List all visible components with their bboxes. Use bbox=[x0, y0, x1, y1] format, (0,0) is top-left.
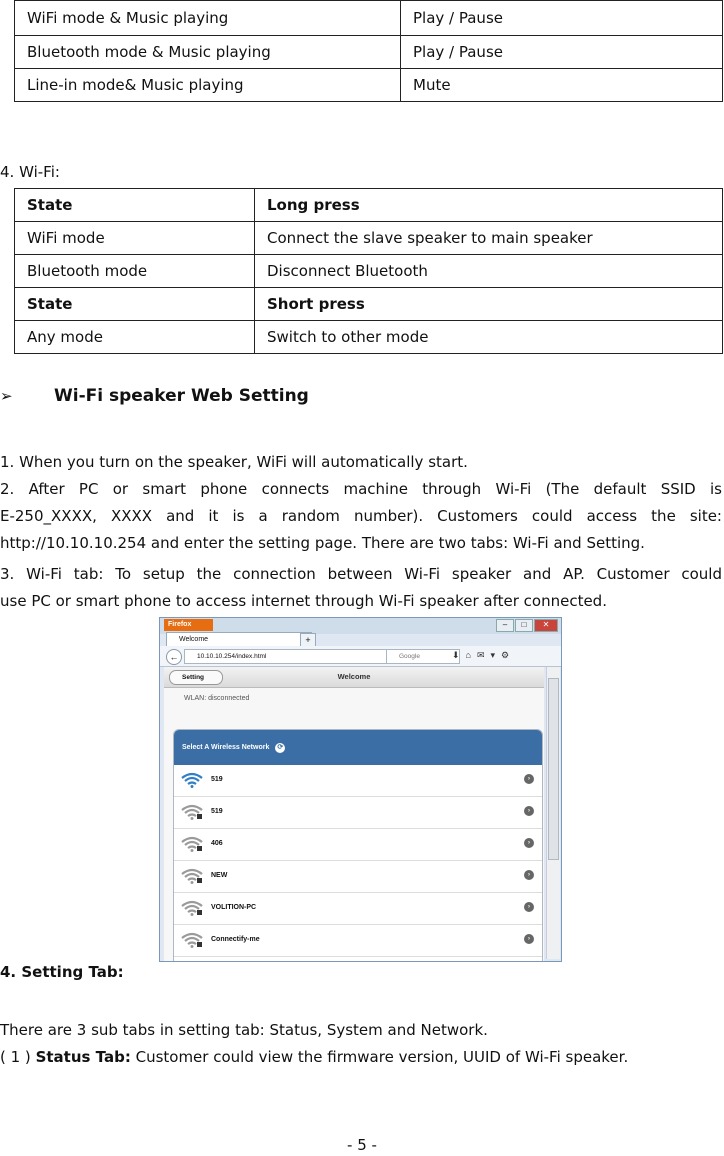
table-header: Short press bbox=[255, 288, 723, 321]
chevron-right-icon[interactable]: › bbox=[524, 838, 534, 848]
web-page bbox=[164, 667, 544, 961]
wifi-signal-icon bbox=[180, 836, 204, 852]
page-title: Welcome bbox=[337, 672, 371, 681]
network-rows bbox=[174, 765, 542, 957]
table-header: State bbox=[15, 189, 255, 222]
paragraph-3-line-2: use PC or smart phone to access internet through Wi-Fi speaker after connected. bbox=[0, 592, 607, 610]
network-name: Connectify-me bbox=[211, 936, 260, 943]
refresh-icon[interactable]: ⟳ bbox=[275, 743, 285, 753]
list-item[interactable] bbox=[174, 925, 542, 957]
chevron-right-icon[interactable]: › bbox=[524, 870, 534, 880]
table-row bbox=[15, 255, 723, 288]
table-cell: Mute bbox=[401, 69, 723, 102]
address-bar[interactable]: 10.10.10.254/index.html bbox=[184, 649, 394, 664]
search-input[interactable]: Google bbox=[386, 649, 460, 664]
table-cell: Line-in mode& Music playing bbox=[15, 69, 401, 102]
paragraph-1: 1. When you turn on the speaker, WiFi will automatically start. bbox=[0, 453, 468, 471]
table-header: State bbox=[15, 288, 255, 321]
toolbar-icons[interactable]: ⬇⌂✉▾⚙ bbox=[452, 650, 516, 660]
network-name: VOLITION-PC bbox=[211, 904, 257, 911]
chevron-right-icon[interactable]: › bbox=[524, 902, 534, 912]
list-item[interactable] bbox=[174, 861, 542, 893]
navigation-bar bbox=[160, 646, 561, 667]
network-name: 406 bbox=[211, 840, 223, 847]
table-row bbox=[15, 69, 723, 102]
wifi-signal-icon bbox=[180, 804, 204, 820]
status-description: Customer could view the firmware version, UUID of Wi-Fi speaker. bbox=[130, 1048, 629, 1066]
chevron-right-icon[interactable]: › bbox=[524, 806, 534, 816]
table-row bbox=[15, 222, 723, 255]
maximize-icon[interactable]: □ bbox=[515, 619, 533, 632]
table-cell: Bluetooth mode & Music playing bbox=[15, 36, 401, 69]
back-arrow-icon[interactable]: ← bbox=[166, 649, 182, 665]
browser-screenshot bbox=[159, 617, 562, 962]
table-row bbox=[15, 321, 723, 354]
paragraph-3-line-1: 3. Wi-Fi tab: To setup the connection between Wi-Fi speaker and AP. Customer could bbox=[0, 565, 722, 583]
section-title: Wi-Fi speaker Web Setting bbox=[54, 386, 309, 406]
window-controls bbox=[496, 619, 558, 632]
wlan-status: WLAN: disconnected bbox=[184, 695, 250, 702]
paragraph-2-line-1: 2. After PC or smart phone connects machine through Wi-Fi (The default SSID is bbox=[0, 480, 722, 498]
paragraph-2-line-2: E-250_XXXX, XXXX and it is a random number). Customers could access the site: bbox=[0, 507, 722, 525]
tab-welcome[interactable]: Welcome bbox=[166, 632, 312, 647]
wifi-heading: 4. Wi-Fi: bbox=[0, 163, 60, 181]
table-row bbox=[15, 36, 723, 69]
table-row bbox=[15, 1, 723, 36]
firefox-menu-button[interactable]: Firefox bbox=[164, 619, 213, 631]
wifi-signal-icon bbox=[180, 868, 204, 884]
network-name: 519 bbox=[211, 776, 223, 783]
table-header-row bbox=[15, 288, 723, 321]
network-name: 519 bbox=[211, 808, 223, 815]
status-tab-title: Status Tab: bbox=[35, 1048, 131, 1066]
wifi-signal-icon bbox=[180, 932, 204, 948]
table-cell: Play / Pause bbox=[401, 1, 723, 36]
setting-tab-heading: 4. Setting Tab: bbox=[0, 963, 124, 981]
table-header-row bbox=[15, 189, 723, 222]
wifi-signal-icon bbox=[180, 900, 204, 916]
mode-function-table bbox=[14, 0, 723, 102]
table-header: Long press bbox=[255, 189, 723, 222]
table-cell: Connect the slave speaker to main speaker bbox=[255, 222, 723, 255]
sub-tabs-text: There are 3 sub tabs in setting tab: Status, System and Network. bbox=[0, 1021, 488, 1039]
status-tab-line bbox=[0, 1048, 628, 1066]
list-header bbox=[174, 730, 542, 765]
status-label: ( 1 ) bbox=[0, 1048, 36, 1066]
minimize-icon[interactable]: – bbox=[496, 619, 514, 632]
wifi-signal-icon bbox=[180, 772, 204, 788]
new-tab-button[interactable]: + bbox=[300, 633, 316, 647]
list-item[interactable] bbox=[174, 797, 542, 829]
table-cell: Any mode bbox=[15, 321, 255, 354]
list-item[interactable] bbox=[174, 893, 542, 925]
table-cell: Switch to other mode bbox=[255, 321, 723, 354]
list-item[interactable] bbox=[174, 765, 542, 797]
network-name: NEW bbox=[211, 872, 228, 879]
page-header bbox=[164, 667, 544, 688]
list-header-label: Select A Wireless Network bbox=[182, 744, 270, 751]
table-cell: Play / Pause bbox=[401, 36, 723, 69]
setting-button[interactable]: Setting bbox=[169, 670, 223, 685]
wifi-button-table bbox=[14, 188, 723, 354]
table-cell: Bluetooth mode bbox=[15, 255, 255, 288]
scrollbar-thumb[interactable] bbox=[548, 678, 559, 860]
table-cell: WiFi mode bbox=[15, 222, 255, 255]
chevron-right-icon[interactable]: › bbox=[524, 934, 534, 944]
bullet-icon: ➢ bbox=[0, 387, 13, 405]
paragraph-2-line-3: http://10.10.10.254 and enter the setting page. There are two tabs: Wi-Fi and Setting. bbox=[0, 534, 645, 552]
close-icon[interactable]: ✕ bbox=[534, 619, 558, 632]
list-item[interactable] bbox=[174, 829, 542, 861]
table-cell: WiFi mode & Music playing bbox=[15, 1, 401, 36]
chevron-right-icon[interactable]: › bbox=[524, 774, 534, 784]
page-number: - 5 - bbox=[347, 1136, 377, 1154]
table-cell: Disconnect Bluetooth bbox=[255, 255, 723, 288]
wireless-network-list bbox=[173, 729, 543, 962]
